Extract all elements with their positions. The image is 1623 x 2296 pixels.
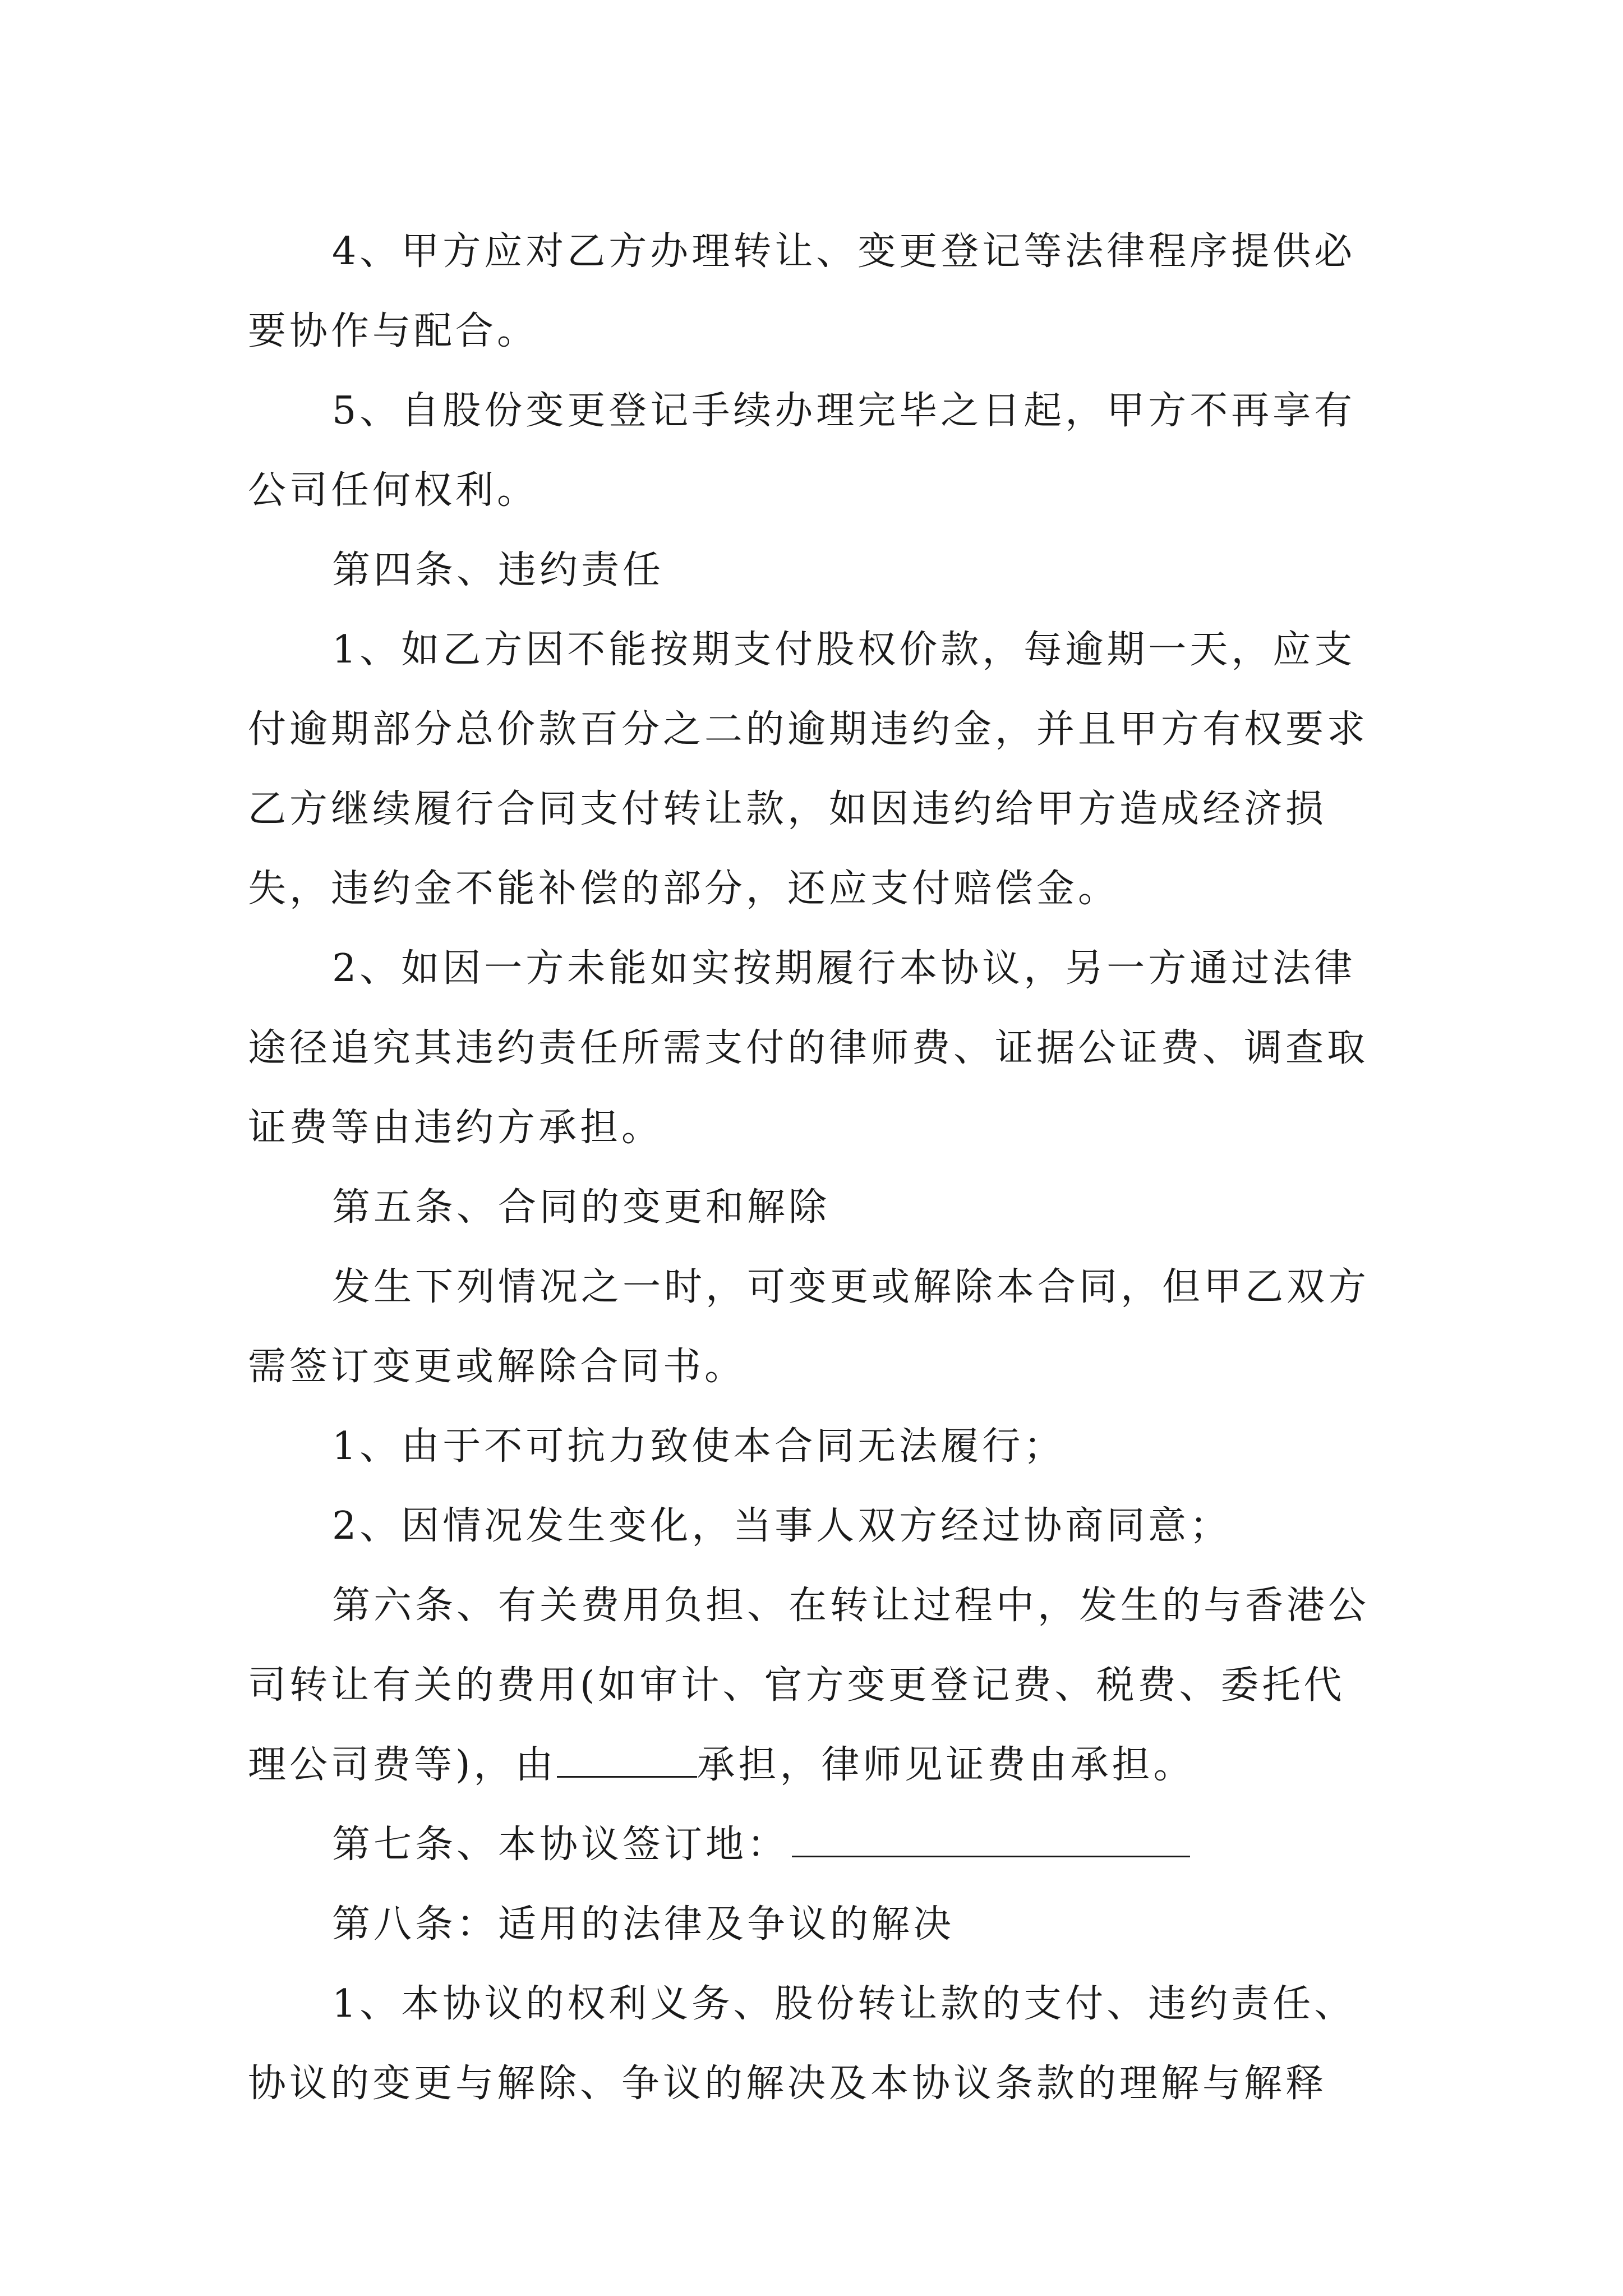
clause6-fill-blank[interactable] — [557, 1743, 697, 1778]
clause7-paragraph — [248, 1805, 1381, 1885]
clause4-title: 第四条、违约责任 — [332, 548, 665, 592]
clause6-text-after-blank: 承担，律师见证费由承担。 — [697, 1743, 1195, 1787]
clause5-item2: 2、因情况发生变化，当事人双方经过协商同意； — [332, 1504, 1232, 1548]
clause4-item2: 2、如因一方未能如实按期履行本协议，另一方通过法律途径追究其违约责任所需支付的律师费、证据公证费、调查取证费等由违约方承担。 — [248, 946, 1369, 1150]
clause6-text-before-blank: 第六条、有关费用负担、在转让过程中，发生的与香港公司转让有关的费用(如审计、官方变更登记费、税费、委托代理公司费等)，由 — [248, 1584, 1370, 1787]
clause3-item5: 5、自股份变更登记手续办理完毕之日起，甲方不再享有公司任何权利。 — [248, 389, 1356, 513]
clause8-item1: 1、本协议的权利义务、股份转让款的支付、违约责任、协议的变更与解除、争议的解决及本协议条款的理解与解释 — [248, 1982, 1356, 2106]
clause6-paragraph — [248, 1566, 1381, 1805]
clause5-intro: 发生下列情况之一时，可变更或解除本合同，但甲乙双方需签订变更或解除合同书。 — [248, 1265, 1370, 1389]
signing-place-blank[interactable] — [792, 1823, 1190, 1857]
clause4-item1: 1、如乙方因不能按期支付股权价款，每逾期一天，应支付逾期部分总价款百分之二的逾期违约金，并且甲方有权要求乙方继续履行合同支付转让款，如因违约给甲方造成经济损失，违约金不能补偿的部分，还应支付赔偿金。 — [248, 628, 1369, 911]
clause5-item1: 1、由于不可抗力致使本合同无法履行； — [332, 1424, 1066, 1469]
document-body — [248, 212, 1381, 2124]
clause3-item4: 4、甲方应对乙方办理转让、变更登记等法律程序提供必要协作与配合。 — [248, 229, 1356, 353]
clause5-title: 第五条、合同的变更和解除 — [332, 1185, 831, 1230]
clause8-title: 第八条：适用的法律及争议的解决 — [332, 1902, 955, 1947]
clause7-label: 第七条、本协议签订地： — [332, 1823, 789, 1867]
